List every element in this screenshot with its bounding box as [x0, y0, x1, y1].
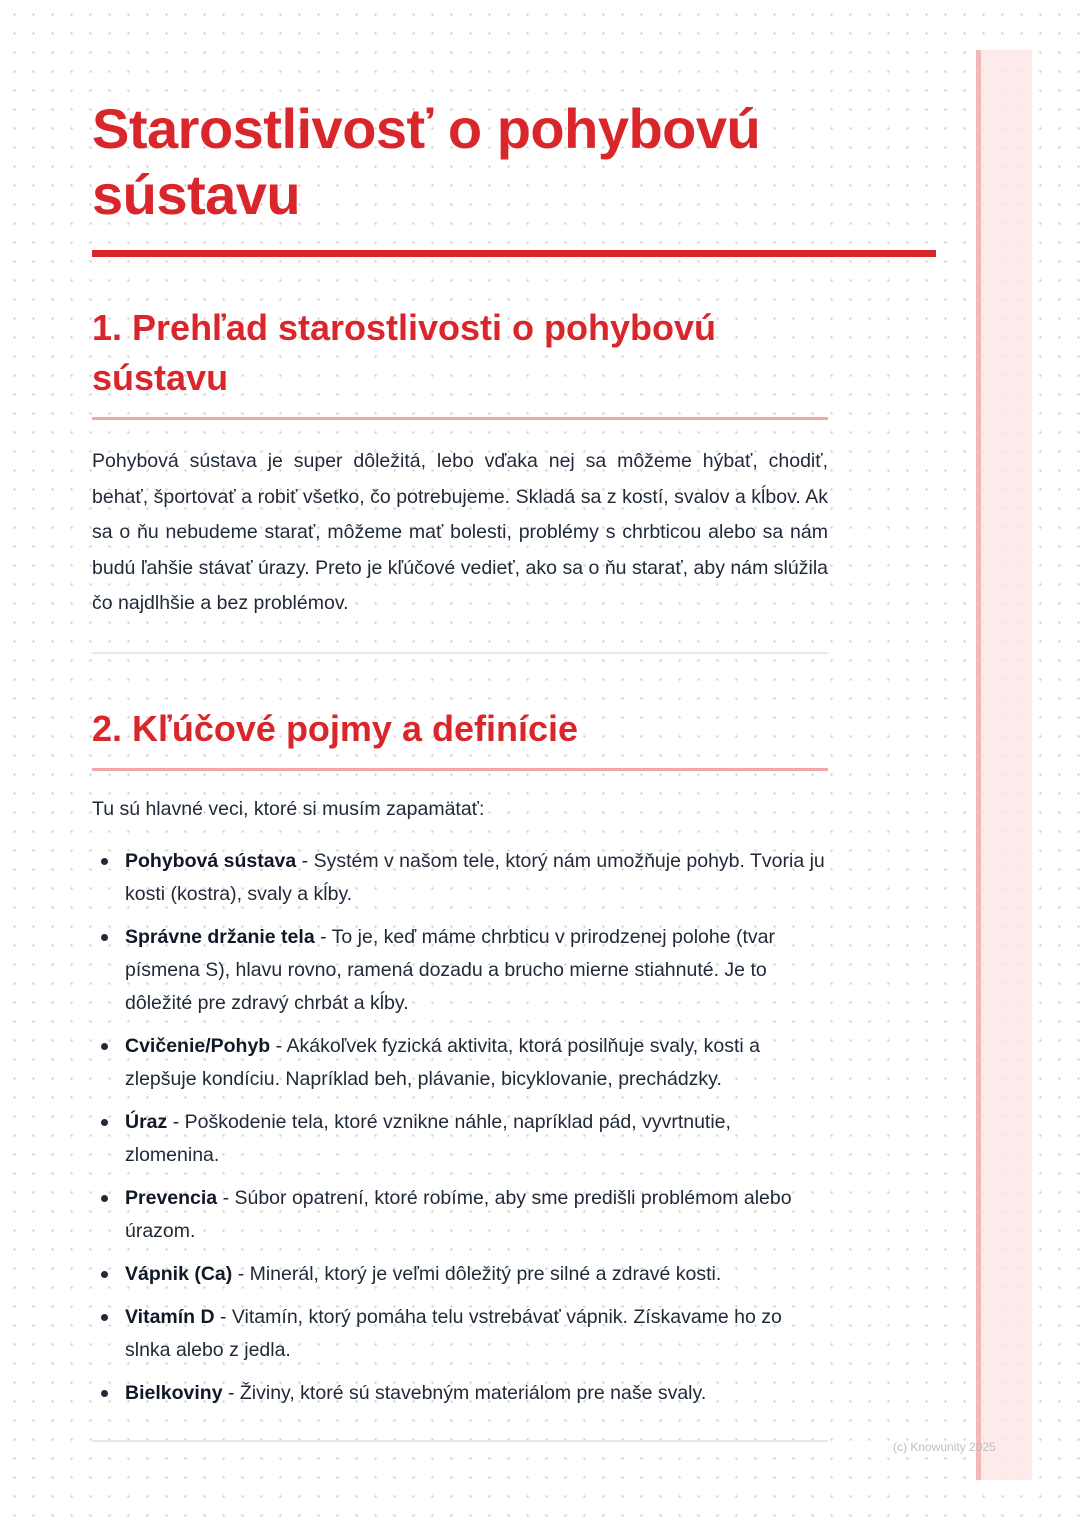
term-name: Úraz [125, 1110, 168, 1133]
footer-copyright: (c) Knowunity 2025 [893, 1440, 996, 1454]
bullet-icon [101, 934, 108, 941]
term-definition: - Minerál, ktorý je veľmi dôležitý pre silné a zdravé kosti. [232, 1262, 722, 1285]
term-name: Bielkoviny [125, 1381, 223, 1404]
section-end-divider [92, 652, 828, 654]
terms-list [92, 845, 828, 1410]
bullet-icon [101, 1195, 108, 1202]
section-overview [92, 303, 828, 654]
list-item [92, 1030, 828, 1096]
section-intro: Tu sú hlavné veci, ktoré si musím zapamätať: [92, 797, 485, 820]
list-item [92, 1258, 828, 1291]
bullet-icon [101, 1119, 108, 1126]
list-item [92, 1301, 828, 1367]
term-name: Pohybová sústava [125, 849, 297, 872]
page-margin-line [976, 50, 981, 1480]
term-name: Vápnik (Ca) [125, 1262, 233, 1285]
section-paragraph: Pohybová sústava je super dôležitá, lebo vďaka nej sa môžeme hýbať, chodiť, behať, športovať a robiť všetko, čo potrebujeme. Skladá sa z kostí, svalov a kĺbov. Ak sa o ňu nebudeme starať, môžeme mať bolesti, problémy s chrbticou alebo sa nám budú ľahšie stávať úrazy. Preto je kľúčové vedieť, ako sa o ňu starať, aby nám slúžila čo najdlhšie a bez problémov. [92, 450, 828, 614]
document-page [92, 96, 936, 1442]
section-key-terms [92, 704, 828, 1442]
page-margin-band [976, 50, 1032, 1480]
section-heading-divider [92, 768, 828, 771]
term-definition: - Súbor opatrení, ktoré robíme, aby sme predišli problémom alebo úrazom. [125, 1186, 792, 1242]
document-title: Starostlivosť o pohybovú sústavu [92, 97, 761, 226]
list-item [92, 1182, 828, 1248]
term-definition: - Akákoľvek fyzická aktivita, ktorá posilňuje svaly, kosti a zlepšuje kondíciu. Napríklad beh, plávanie, bicyklovanie, prechádzky. [125, 1034, 760, 1090]
list-item [92, 921, 828, 1020]
list-item [92, 845, 828, 911]
term-definition: - Poškodenie tela, ktoré vznikne náhle, napríklad pád, vyvrtnutie, zlomenina. [125, 1110, 731, 1166]
bullet-icon [101, 1043, 108, 1050]
list-item [92, 1377, 828, 1410]
bullet-icon [101, 1390, 108, 1397]
term-definition: - To je, keď máme chrbticu v prirodzenej polohe (tvar písmena S), hlavu rovno, ramená dozadu a brucho mierne stiahnuté. Je to dôležité pre zdravý chrbát a kĺby. [125, 925, 775, 1014]
title-divider [92, 250, 936, 257]
term-name: Prevencia [125, 1186, 218, 1209]
term-name: Cvičenie/Pohyb [125, 1034, 271, 1057]
term-definition: - Systém v našom tele, ktorý nám umožňuje pohyb. Tvoria ju kosti (kostra), svaly a kĺby. [125, 849, 825, 905]
section-heading-divider [92, 417, 828, 420]
bullet-icon [101, 1314, 108, 1321]
term-name: Vitamín D [125, 1305, 215, 1328]
bullet-icon [101, 858, 108, 865]
section-end-divider [92, 1440, 828, 1442]
term-definition: - Živiny, ktoré sú stavebným materiálom pre naše svaly. [222, 1381, 707, 1404]
section-heading: 1. Prehľad starostlivosti o pohybovú sústavu [92, 307, 716, 398]
term-name: Správne držanie tela [125, 925, 315, 948]
term-definition: - Vitamín, ktorý pomáha telu vstrebávať vápnik. Získavame ho zo slnka alebo z jedla. [125, 1305, 782, 1361]
list-item [92, 1106, 828, 1172]
bullet-icon [101, 1271, 108, 1278]
section-heading: 2. Kľúčové pojmy a definície [92, 707, 579, 749]
